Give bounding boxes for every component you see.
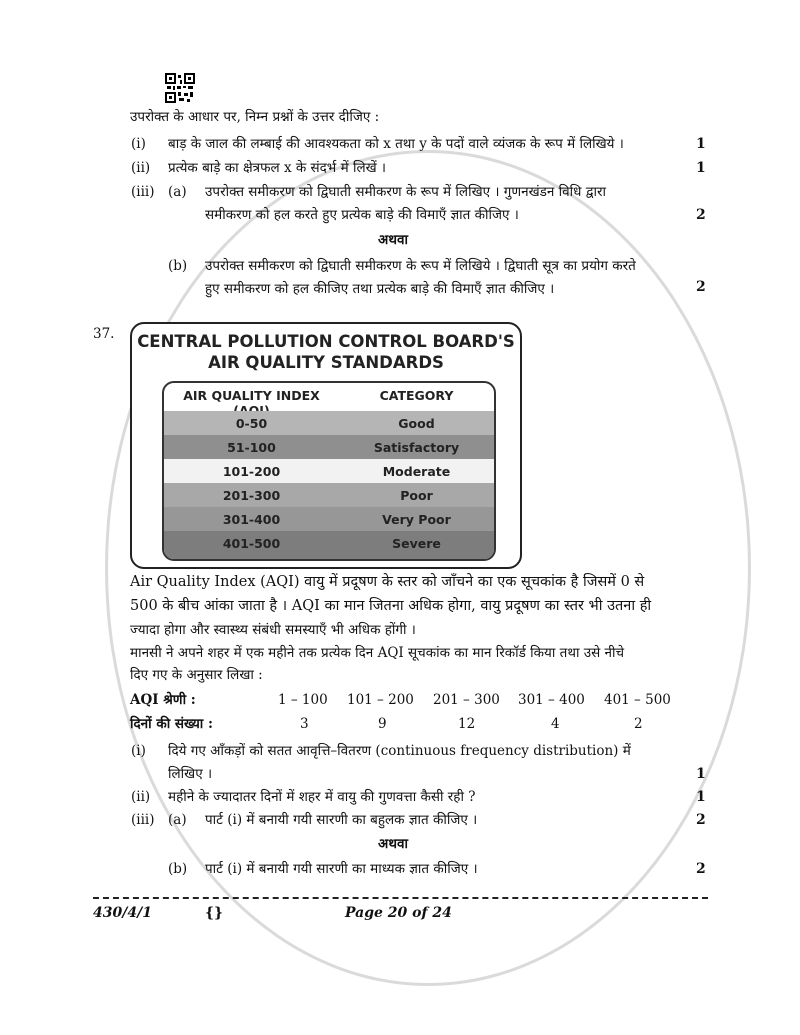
q36-iii-a-marks: 2 bbox=[696, 207, 706, 223]
q37-i-line1: दिये गए आँकड़ों को सतत आवृत्ति–वितरण (continuous frequency distribution) में bbox=[168, 743, 631, 759]
aqi-row bbox=[164, 435, 494, 459]
q37-iii-b-label: (b) bbox=[168, 861, 188, 877]
q37-i-marks: 1 bbox=[696, 766, 706, 782]
paper-code: 430/4/1 bbox=[93, 905, 152, 921]
q37-para1-line2: 500 के बीच आंका जाता है । AQI का मान जितना अधिक होगा, वायु प्रदूषण का स्तर भी उतना ही bbox=[130, 598, 652, 614]
aqi-range: 51-100 bbox=[227, 440, 276, 455]
q36-ii-text: प्रत्येक बाड़े का क्षेत्रफल x के संदर्भ में लिखें । bbox=[168, 160, 387, 176]
aqi-row bbox=[164, 459, 494, 483]
days-count-label: दिनों की संख्या : bbox=[130, 716, 213, 732]
category-cell: 1 – 100 bbox=[278, 692, 328, 708]
aqi-row bbox=[164, 483, 494, 507]
aqi-table-header bbox=[164, 383, 494, 411]
q37-num: 37. bbox=[93, 326, 115, 342]
q37-i-line2: लिखिए । bbox=[168, 766, 213, 782]
footer-divider bbox=[93, 897, 708, 899]
q36-iii-a-line1: उपरोक्त समीकरण को द्विघाती समीकरण के रूप में लिखिए । गुणनखंडन विधि द्वारा bbox=[205, 184, 607, 200]
q36-iii-num: (iii) bbox=[131, 184, 155, 200]
days-cell: 9 bbox=[378, 716, 387, 732]
aqi-category-label: AQI श्रेणी : bbox=[130, 692, 196, 708]
aqi-row bbox=[164, 531, 494, 559]
q37-ii-text: महीने के ज्यादातर दिनों में शहर में वायु की गुणवत्ता कैसी रही ? bbox=[168, 789, 476, 805]
aqi-title-line1: CENTRAL POLLUTION CONTROL BOARD'S bbox=[137, 332, 515, 351]
q36-iii-b-line1: उपरोक्त समीकरण को द्विघाती समीकरण के रूप में लिखिये । द्विघाती सूत्र का प्रयोग करते bbox=[205, 258, 636, 274]
q37-iii-a-marks: 2 bbox=[696, 812, 706, 828]
q37-or: अथवा bbox=[378, 836, 408, 852]
aqi-range: 401-500 bbox=[222, 536, 281, 551]
category-cell: 201 – 300 bbox=[433, 692, 500, 708]
category-cell: 301 – 400 bbox=[518, 692, 585, 708]
q37-iii-num: (iii) bbox=[131, 812, 155, 828]
q36-ii-num: (ii) bbox=[131, 160, 151, 176]
q37-iii-b-text: पार्ट (i) में बनायी गयी सारणी का माध्यक ज्ञात कीजिए । bbox=[205, 861, 478, 877]
q36-iii-b-line2: हुए समीकरण को हल कीजिए तथा प्रत्येक बाड़े की विमाएँ ज्ञात कीजिए । bbox=[205, 281, 555, 297]
q37-ii-num: (ii) bbox=[131, 789, 151, 805]
page-number: Page 20 of 24 bbox=[345, 905, 452, 921]
aqi-category: Very Poor bbox=[382, 512, 451, 527]
aqi-title-line2: AIR QUALITY STANDARDS bbox=[208, 353, 444, 372]
q37-iii-a-label: (a) bbox=[168, 812, 187, 828]
q36-iii-a-label: (a) bbox=[168, 184, 187, 200]
q37-para1-line1: Air Quality Index (AQI) वायु में प्रदूषण के स्तर को जाँचने का एक सूचकांक है जिसमें 0 से bbox=[130, 574, 645, 590]
aqi-range: 201-300 bbox=[222, 488, 281, 503]
aqi-range: 301-400 bbox=[222, 512, 281, 527]
aqi-range: 0-50 bbox=[235, 416, 268, 431]
aqi-category: Satisfactory bbox=[373, 440, 460, 455]
q36-i-marks: 1 bbox=[696, 136, 706, 152]
days-cell: 3 bbox=[300, 716, 309, 732]
q37-ii-marks: 1 bbox=[696, 789, 706, 805]
q37-iii-b-marks: 2 bbox=[696, 861, 706, 877]
aqi-figure bbox=[130, 322, 522, 569]
q36-ii-marks: 1 bbox=[696, 160, 706, 176]
q36-iii-b-marks: 2 bbox=[696, 279, 706, 295]
q37-iii-a-text: पार्ट (i) में बनायी गयी सारणी का बहुलक ज्ञात कीजिए । bbox=[205, 812, 478, 828]
days-cell: 12 bbox=[458, 716, 476, 732]
q36-intro: उपरोक्त के आधार पर, निम्न प्रश्नों के उत्तर दीजिए : bbox=[130, 109, 380, 125]
q36-iii-b-label: (b) bbox=[168, 258, 188, 274]
days-cell: 4 bbox=[551, 716, 560, 732]
q36-iii-a-line2: समीकरण को हल करते हुए प्रत्येक बाड़े की विमाएँ ज्ञात कीजिए । bbox=[205, 207, 519, 223]
category-cell: 401 – 500 bbox=[604, 692, 671, 708]
q37-para2-line2: दिए गए के अनुसार लिखा : bbox=[130, 667, 263, 683]
q36-i-num: (i) bbox=[131, 136, 146, 152]
aqi-category: Poor bbox=[400, 488, 433, 503]
aqi-header-index: AIR QUALITY INDEX bbox=[183, 388, 320, 403]
aqi-row bbox=[164, 507, 494, 531]
q36-or: अथवा bbox=[378, 232, 408, 248]
aqi-category: Good bbox=[398, 416, 435, 431]
aqi-category: Moderate bbox=[382, 464, 451, 479]
footer-braces: {} bbox=[205, 905, 224, 921]
aqi-range: 101-200 bbox=[222, 464, 281, 479]
aqi-category: Severe bbox=[392, 536, 441, 551]
qr-code-icon bbox=[165, 73, 195, 103]
q36-i-text: बाड़ के जाल की लम्बाई की आवश्यकता को x तथा y के पदों वाले व्यंजक के रूप में लिखिये । bbox=[168, 136, 624, 152]
aqi-header-category: CATEGORY bbox=[379, 388, 454, 403]
category-cell: 101 – 200 bbox=[347, 692, 414, 708]
aqi-table bbox=[162, 381, 496, 561]
q37-para2-line1: मानसी ने अपने शहर में एक महीने तक प्रत्येक दिन AQI सूचकांक का मान रिकॉर्ड किया तथा उसे नीचे bbox=[130, 645, 625, 661]
days-cell: 2 bbox=[634, 716, 643, 732]
q37-para1-line3: ज्यादा होगा और स्वास्थ्य संबंधी समस्याएँ भी अधिक होंगी । bbox=[130, 622, 416, 638]
q37-i-num: (i) bbox=[131, 743, 146, 759]
aqi-row bbox=[164, 411, 494, 435]
